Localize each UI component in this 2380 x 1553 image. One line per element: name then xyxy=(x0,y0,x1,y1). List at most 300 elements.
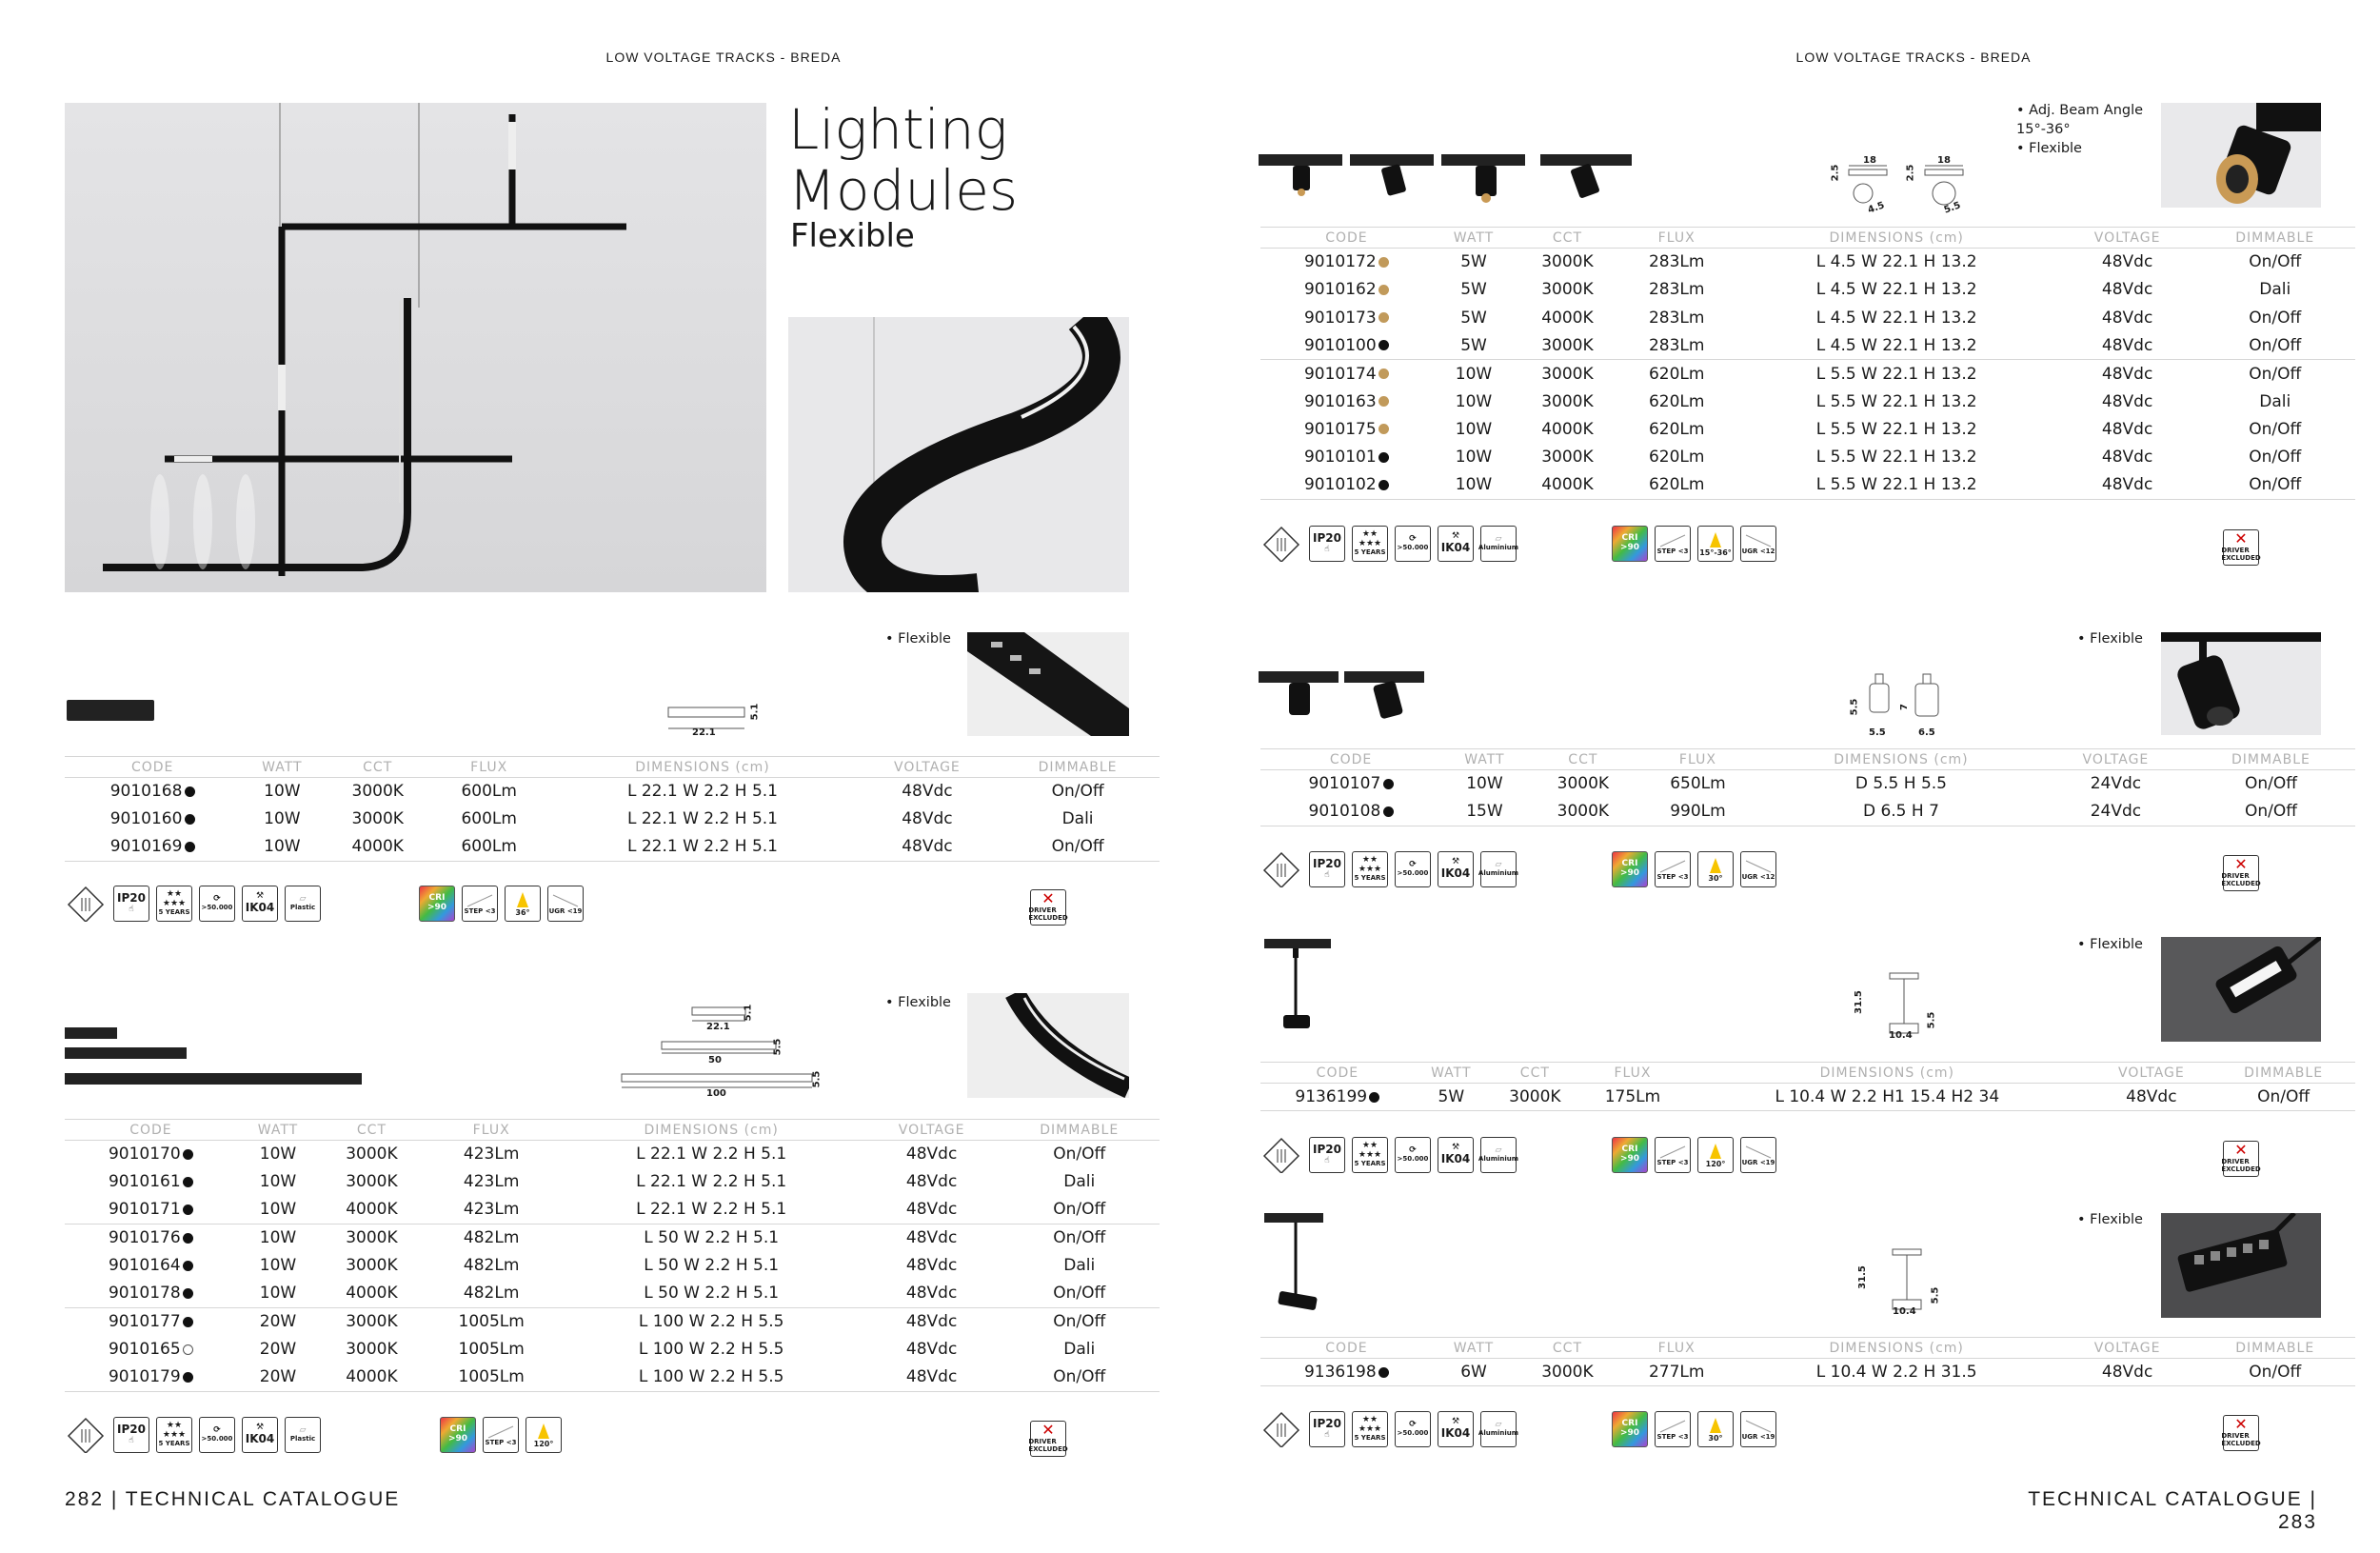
product-module-22 xyxy=(65,1027,117,1039)
cell-flux: 423Lm xyxy=(463,1200,520,1220)
col-cct: CCT xyxy=(1515,228,1620,249)
page-header: LOW VOLTAGE TRACKS - BREDA xyxy=(1795,50,2032,65)
cell-flux: 990Lm xyxy=(1638,798,1757,826)
col-dimensions: DIMENSIONS (cm) xyxy=(1734,1338,2060,1359)
cell-code xyxy=(1260,331,1433,359)
cell-cct: 3000K xyxy=(1515,360,1620,388)
product-code: 9010161 xyxy=(108,1172,181,1192)
cell-dimensions: L 5.5 W 22.1 H 13.2 xyxy=(1734,471,2060,499)
cell-dimensions: L 22.1 W 2.2 H 5.1 xyxy=(626,809,778,829)
material-icon: ▱ Plastic xyxy=(285,886,321,922)
flexible-module-photo xyxy=(788,317,1129,592)
cell-dimensions: L 100 W 2.2 H 5.5 xyxy=(559,1364,864,1391)
cell-dimensions: L 5.5 W 22.1 H 13.2 xyxy=(1815,391,1977,411)
col-watt: WATT xyxy=(1415,1063,1488,1084)
optic-icons xyxy=(1612,526,1776,562)
col-watt: WATT xyxy=(237,1120,319,1141)
cell-flux: 277Lm xyxy=(1620,1359,1734,1386)
col-dimmable: DIMMABLE xyxy=(2187,749,2355,770)
cell-flux: 423Lm xyxy=(425,1141,559,1168)
cell-voltage: 48Vdc xyxy=(864,1364,1000,1391)
cell-dimmable: On/Off xyxy=(1053,1284,1106,1304)
col-cct: CCT xyxy=(1515,1338,1620,1359)
cell-code xyxy=(65,1307,237,1335)
col-voltage: VOLTAGE xyxy=(2060,1338,2195,1359)
class-iii-icon xyxy=(65,1417,107,1453)
col-dimensions: DIMENSIONS (cm) xyxy=(559,1120,864,1141)
feature-list xyxy=(2016,101,2169,158)
cell-cct: 4000K xyxy=(1541,419,1594,439)
feature-list xyxy=(885,629,951,648)
cell-dimensions: L 50 W 2.2 H 5.1 xyxy=(559,1224,864,1251)
cell-dimensions: L 50 W 2.2 H 5.1 xyxy=(644,1256,780,1276)
cell-dimmable: On/Off xyxy=(2187,798,2355,826)
cell-voltage: 48Vdc xyxy=(2101,335,2153,355)
material-icon: ▱ Aluminium xyxy=(1480,1411,1517,1447)
class-iii-icon xyxy=(1260,1411,1302,1447)
feature-item: • Flexible xyxy=(885,629,951,648)
product-code: 9010168 xyxy=(109,782,183,802)
finish-color-dot xyxy=(185,786,195,797)
driver-excluded-icon: ✕ DRIVER EXCLUDED xyxy=(1030,1421,1066,1457)
table-row xyxy=(65,1196,1160,1224)
cell-dimmable: On/Off xyxy=(2249,419,2302,439)
cell-cct: 4000K xyxy=(1541,308,1594,328)
cell-watt: 10W xyxy=(259,1256,297,1276)
cell-code xyxy=(1260,415,1433,443)
product-detail-photo xyxy=(2161,103,2321,208)
cell-watt: 10W xyxy=(259,1284,297,1304)
feature-list xyxy=(2077,1210,2143,1229)
table-body xyxy=(1260,1359,2355,1386)
cell-dimmable: On/Off xyxy=(996,778,1160,806)
material-icon: ▱ Aluminium xyxy=(1480,526,1517,562)
cell-dimmable: On/Off xyxy=(999,1307,1160,1335)
col-flux: FLUX xyxy=(1620,1338,1734,1359)
cell-flux: 620Lm xyxy=(1648,448,1705,468)
col-voltage: VOLTAGE xyxy=(2045,749,2187,770)
cell-cct: 3000K xyxy=(1541,335,1594,355)
table-body xyxy=(1260,770,2355,826)
cell-voltage: 48Vdc xyxy=(2101,391,2153,411)
cell-voltage: 48Vdc xyxy=(905,1340,958,1360)
dim-c: 50 xyxy=(708,1055,722,1065)
col-code: CODE xyxy=(65,1120,237,1141)
cell-dimmable: On/Off xyxy=(2187,770,2355,798)
cell-voltage: 48Vdc xyxy=(905,1200,958,1220)
cell-cct: 3000K xyxy=(346,1256,398,1276)
impact-rating-icon: ⚒ IK04 xyxy=(1438,1137,1474,1173)
finish-color-dot xyxy=(183,1317,193,1327)
dim-a: 31.5 xyxy=(1853,990,1864,1014)
finish-color-dot xyxy=(183,1233,193,1244)
cell-watt: 10W xyxy=(1433,360,1515,388)
product-code: 9010108 xyxy=(1308,802,1381,822)
cell-flux: 283Lm xyxy=(1648,308,1705,328)
dim-length: 22.1 xyxy=(692,727,716,738)
cell-dimmable: Dali xyxy=(2259,391,2291,411)
table-row xyxy=(65,778,1160,806)
cell-watt: 10W xyxy=(240,778,324,806)
table-row xyxy=(1260,471,2355,499)
dim-c: 10.4 xyxy=(1889,1030,1913,1041)
cell-dimmable: On/Off xyxy=(2194,360,2355,388)
dim-b: 2.5 xyxy=(1830,164,1841,182)
ip-rating-icon: IP20 ☝ xyxy=(1309,526,1345,562)
cell-flux: 1005Lm xyxy=(458,1340,525,1360)
cell-flux: 620Lm xyxy=(1648,419,1705,439)
cell-flux: 650Lm xyxy=(1638,770,1757,798)
driver-excluded-icon: ✕ DRIVER EXCLUDED xyxy=(2223,1415,2259,1451)
dim-e: 100 xyxy=(706,1088,726,1099)
table-row xyxy=(1260,415,2355,443)
macadam-step-icon: STEP <3 xyxy=(1655,851,1691,887)
cell-cct: 3000K xyxy=(1515,1359,1620,1386)
cell-dimmable: On/Off xyxy=(996,833,1160,861)
product-code: 9010172 xyxy=(1303,252,1377,272)
cell-dimmable: On/Off xyxy=(2211,1084,2355,1111)
table-row xyxy=(65,833,1160,861)
cell-flux: 600Lm xyxy=(431,778,546,806)
product-detail-photo xyxy=(2161,937,2321,1042)
cell-dimmable: On/Off xyxy=(2249,448,2302,468)
table-row xyxy=(1260,770,2355,798)
cell-watt: 10W xyxy=(1455,448,1493,468)
material-icon: ▱ Aluminium xyxy=(1480,851,1517,887)
cell-cct: 3000K xyxy=(324,778,431,806)
feature-list xyxy=(2077,629,2143,648)
cell-dimmable: On/Off xyxy=(1053,1200,1106,1220)
cell-dimensions: L 22.1 W 2.2 H 5.1 xyxy=(636,1200,787,1220)
cell-watt: 10W xyxy=(237,1224,319,1251)
impact-rating-icon: ⚒ IK04 xyxy=(242,886,278,922)
impact-rating-icon: ⚒ IK04 xyxy=(1438,526,1474,562)
cell-dimensions: D 5.5 H 5.5 xyxy=(1757,770,2045,798)
dim-d: 5.5 xyxy=(772,1038,783,1056)
optic-icons xyxy=(1612,851,1776,887)
cell-dimensions: L 50 W 2.2 H 5.1 xyxy=(644,1284,780,1304)
cell-code xyxy=(65,833,240,861)
cri-icon: CRI >90 xyxy=(1612,1411,1648,1447)
col-flux: FLUX xyxy=(1582,1063,1683,1084)
finish-color-dot xyxy=(183,1288,193,1299)
cell-dimensions: L 22.1 W 2.2 H 5.1 xyxy=(559,1141,864,1168)
cell-dimensions: L 100 W 2.2 H 5.5 xyxy=(559,1307,864,1335)
ugr-icon: UGR <12 xyxy=(1740,526,1776,562)
finish-color-dot xyxy=(1378,396,1389,407)
product-spotlights xyxy=(1259,154,1677,211)
table-row xyxy=(1260,388,2355,415)
feature-item: • Flexible xyxy=(2077,935,2143,954)
optic-icons xyxy=(1612,1137,1776,1173)
cell-dimensions: L 22.1 W 2.2 H 5.1 xyxy=(636,1172,787,1192)
table-row xyxy=(1260,360,2355,388)
cell-dimensions: L 5.5 W 22.1 H 13.2 xyxy=(1815,448,1977,468)
cell-watt: 5W xyxy=(1460,280,1487,300)
product-detail-photo xyxy=(967,632,1129,736)
cell-cct: 3000K xyxy=(1488,1084,1582,1111)
feature-item: • Flexible xyxy=(2077,629,2143,648)
cell-dimmable: Dali xyxy=(1063,1256,1096,1276)
cell-watt: 10W xyxy=(259,1172,297,1192)
cell-voltage: 48Vdc xyxy=(859,833,996,861)
table-row xyxy=(1260,276,2355,304)
table-row xyxy=(65,806,1160,833)
dim-c: 7 xyxy=(1898,704,1910,710)
feature-icons xyxy=(1260,1411,1517,1447)
macadam-step-icon: STEP <3 xyxy=(462,886,498,922)
cell-dimmable: Dali xyxy=(1063,1172,1096,1192)
table-row xyxy=(1260,1359,2355,1386)
ip-rating-icon: IP20 ☝ xyxy=(1309,1411,1345,1447)
col-cct: CCT xyxy=(324,757,431,778)
product-code: 9010107 xyxy=(1308,774,1381,794)
page-header: LOW VOLTAGE TRACKS - BREDA xyxy=(605,50,842,65)
cell-cct: 4000K xyxy=(1515,471,1620,499)
dim-a: 22.1 xyxy=(706,1022,730,1032)
lifetime-hours-icon: ⟳ >50.000 xyxy=(199,886,235,922)
table-row xyxy=(65,1252,1160,1280)
product-code: 9010101 xyxy=(1303,448,1377,468)
col-watt: WATT xyxy=(240,757,324,778)
finish-color-dot xyxy=(183,1205,193,1215)
cell-flux: 620Lm xyxy=(1620,360,1734,388)
cell-watt: 15W xyxy=(1441,798,1528,826)
cell-cct: 4000K xyxy=(324,833,431,861)
cell-code xyxy=(65,1252,237,1280)
finish-color-dot xyxy=(183,1344,193,1355)
table-row xyxy=(1260,798,2355,826)
product-code: 9010171 xyxy=(108,1200,181,1220)
table-row xyxy=(65,1336,1160,1364)
cell-dimensions: L 4.5 W 22.1 H 13.2 xyxy=(1815,308,1977,328)
cell-flux: 1005Lm xyxy=(425,1307,559,1335)
finish-color-dot xyxy=(1378,368,1389,379)
cell-flux: 620Lm xyxy=(1620,471,1734,499)
warranty-icon: ★★ ★★★ 5 YEARS xyxy=(1352,1137,1388,1173)
spec-table xyxy=(1260,227,2355,500)
cell-cct: 3000K xyxy=(1541,391,1594,411)
ip-rating-icon: IP20 ☝ xyxy=(113,886,149,922)
product-module-50 xyxy=(65,1047,187,1059)
cell-code xyxy=(65,1224,237,1251)
spec-table xyxy=(1260,748,2355,826)
beam-angle-icon: 30° xyxy=(1697,851,1734,887)
cell-watt: 10W xyxy=(240,833,324,861)
dim-a: 18 xyxy=(1863,155,1876,166)
beam-angle-icon: 36° xyxy=(505,886,541,922)
cell-watt: 5W xyxy=(1460,308,1487,328)
cell-code xyxy=(65,1280,237,1307)
finish-color-dot xyxy=(1378,424,1389,434)
cell-watt: 10W xyxy=(1433,471,1515,499)
cell-watt: 10W xyxy=(1455,419,1493,439)
dim-f: 5.5 xyxy=(1942,200,1963,216)
cri-icon: CRI >90 xyxy=(1612,1137,1648,1173)
finish-color-dot xyxy=(1378,480,1389,490)
driver-excluded-icon: ✕ DRIVER EXCLUDED xyxy=(2223,529,2259,566)
product-code: 9010178 xyxy=(108,1284,181,1304)
cri-icon: CRI >90 xyxy=(1612,851,1648,887)
cell-watt: 10W xyxy=(259,1200,297,1220)
product-code: 9010176 xyxy=(108,1228,181,1248)
cell-flux: 482Lm xyxy=(463,1256,520,1276)
cell-code xyxy=(65,1364,237,1391)
cell-voltage: 48Vdc xyxy=(2092,1084,2212,1111)
table-row xyxy=(65,1224,1160,1251)
material-icon: ▱ Aluminium xyxy=(1480,1137,1517,1173)
col-cct: CCT xyxy=(1528,749,1638,770)
finish-color-dot xyxy=(183,1149,193,1160)
col-voltage: VOLTAGE xyxy=(2092,1063,2212,1084)
spec-table xyxy=(1260,1062,2355,1111)
col-dimensions: DIMENSIONS (cm) xyxy=(1683,1063,2091,1084)
impact-rating-icon: ⚒ IK04 xyxy=(242,1417,278,1453)
macadam-step-icon: STEP <3 xyxy=(1655,1137,1691,1173)
col-voltage: VOLTAGE xyxy=(2060,228,2195,249)
beam-angle-icon: 30° xyxy=(1697,1411,1734,1447)
lifetime-hours-icon: ⟳ >50.000 xyxy=(1395,851,1431,887)
cell-cct: 3000K xyxy=(1528,798,1638,826)
feature-list xyxy=(2077,935,2143,954)
cell-dimmable: On/Off xyxy=(2249,308,2302,328)
col-voltage: VOLTAGE xyxy=(864,1120,1000,1141)
cell-voltage: 48Vdc xyxy=(864,1141,1000,1168)
hero-photo xyxy=(65,103,766,592)
finish-color-dot xyxy=(1383,806,1394,817)
finish-color-dot xyxy=(183,1372,193,1383)
class-iii-icon xyxy=(1260,526,1302,562)
cell-flux: 283Lm xyxy=(1620,249,1734,276)
product-code: 9010165 xyxy=(108,1340,181,1360)
cell-watt: 20W xyxy=(237,1307,319,1335)
product-code: 9010174 xyxy=(1303,364,1377,384)
cell-watt: 10W xyxy=(237,1141,319,1168)
cell-dimmable: Dali xyxy=(2259,280,2291,300)
table-body xyxy=(1260,249,2355,500)
dim-b: 5.5 xyxy=(1869,727,1886,738)
cell-dimmable: Dali xyxy=(1063,1340,1096,1360)
cell-dimensions: L 100 W 2.2 H 5.5 xyxy=(638,1340,784,1360)
dim-c: 10.4 xyxy=(1893,1306,1916,1317)
warranty-icon: ★★ ★★★ 5 YEARS xyxy=(156,1417,192,1453)
dimension-drawing xyxy=(1856,672,1971,729)
dim-height: 5.1 xyxy=(749,703,761,721)
col-watt: WATT xyxy=(1433,1338,1515,1359)
macadam-step-icon: STEP <3 xyxy=(483,1417,519,1453)
cell-voltage: 48Vdc xyxy=(2101,308,2153,328)
col-code: CODE xyxy=(1260,228,1433,249)
cell-flux: 283Lm xyxy=(1648,335,1705,355)
product-pendant-bar xyxy=(1264,1213,1359,1337)
cell-dimensions: L 22.1 W 2.2 H 5.1 xyxy=(546,833,858,861)
cri-icon: CRI >90 xyxy=(440,1417,476,1453)
optic-icons xyxy=(419,886,584,922)
finish-color-dot xyxy=(1378,452,1389,463)
cell-code xyxy=(65,806,240,833)
cell-flux: 175Lm xyxy=(1582,1084,1683,1111)
cell-voltage: 24Vdc xyxy=(2045,798,2187,826)
table-row xyxy=(1260,1084,2355,1111)
cell-cct: 4000K xyxy=(319,1364,425,1391)
dim-b: 5.1 xyxy=(743,1004,754,1022)
feature-item: • Adj. Beam Angle 15°-36° xyxy=(2016,101,2169,139)
col-dimmable: DIMMABLE xyxy=(2194,1338,2355,1359)
col-code: CODE xyxy=(1260,1063,1415,1084)
product-code: 9010169 xyxy=(109,837,183,857)
table-row xyxy=(65,1141,1160,1168)
cell-voltage: 48Vdc xyxy=(2101,448,2153,468)
cell-voltage: 48Vdc xyxy=(2060,1359,2195,1386)
table-row xyxy=(65,1168,1160,1196)
finish-color-dot xyxy=(1378,340,1389,350)
cell-dimmable: Dali xyxy=(1061,809,1094,829)
cell-flux: 600Lm xyxy=(461,809,517,829)
cell-cct: 3000K xyxy=(1541,280,1594,300)
cell-watt: 6W xyxy=(1433,1359,1515,1386)
cell-code xyxy=(1260,276,1433,304)
ugr-icon: UGR <19 xyxy=(547,886,584,922)
product-code: 9010179 xyxy=(108,1367,181,1387)
col-flux: FLUX xyxy=(431,757,546,778)
product-code: 9010164 xyxy=(108,1256,181,1276)
finish-color-dot xyxy=(1378,1367,1389,1378)
dim-a: 31.5 xyxy=(1856,1265,1868,1289)
beam-angle-icon: 120° xyxy=(526,1417,562,1453)
product-detail-photo xyxy=(2161,1213,2321,1318)
col-voltage: VOLTAGE xyxy=(859,757,996,778)
cell-cct: 3000K xyxy=(346,1172,398,1192)
cell-code xyxy=(1260,388,1433,415)
ip-rating-icon: IP20 ☝ xyxy=(113,1417,149,1453)
section-subtitle: Flexible xyxy=(790,217,915,255)
cell-watt: 10W xyxy=(264,809,301,829)
cell-voltage: 48Vdc xyxy=(864,1307,1000,1335)
product-detail-photo xyxy=(2161,632,2321,735)
cell-flux: 1005Lm xyxy=(425,1364,559,1391)
material-icon: ▱ Plastic xyxy=(285,1417,321,1453)
finish-color-dot xyxy=(185,842,195,852)
col-dimmable: DIMMABLE xyxy=(996,757,1160,778)
table-row xyxy=(1260,249,2355,276)
col-cct: CCT xyxy=(1488,1063,1582,1084)
cell-watt: 20W xyxy=(237,1364,319,1391)
table-body xyxy=(65,1141,1160,1392)
cell-code xyxy=(1260,1359,1433,1386)
dim-c: 4.5 xyxy=(1866,200,1887,216)
table-row xyxy=(65,1280,1160,1307)
cell-code xyxy=(65,1196,237,1224)
class-iii-icon xyxy=(1260,851,1302,887)
product-code: 9136198 xyxy=(1303,1363,1377,1383)
product-code: 9136199 xyxy=(1295,1087,1368,1107)
product-code: 9010175 xyxy=(1303,419,1377,439)
spec-table xyxy=(65,1119,1160,1392)
macadam-step-icon: STEP <3 xyxy=(1655,526,1691,562)
feature-icons xyxy=(65,886,321,922)
impact-rating-icon: ⚒ IK04 xyxy=(1438,1411,1474,1447)
cell-dimmable: On/Off xyxy=(999,1141,1160,1168)
cell-code xyxy=(1260,1084,1415,1111)
table-body xyxy=(1260,1084,2355,1111)
table-row xyxy=(65,1307,1160,1335)
driver-excluded-icon: ✕ DRIVER EXCLUDED xyxy=(1030,889,1066,926)
cell-voltage: 48Vdc xyxy=(902,809,953,829)
dimension-drawing xyxy=(619,1000,838,1105)
cell-dimensions: L 5.5 W 22.1 H 13.2 xyxy=(1815,419,1977,439)
col-dimmable: DIMMABLE xyxy=(2194,228,2355,249)
cell-cct: 3000K xyxy=(1541,448,1594,468)
